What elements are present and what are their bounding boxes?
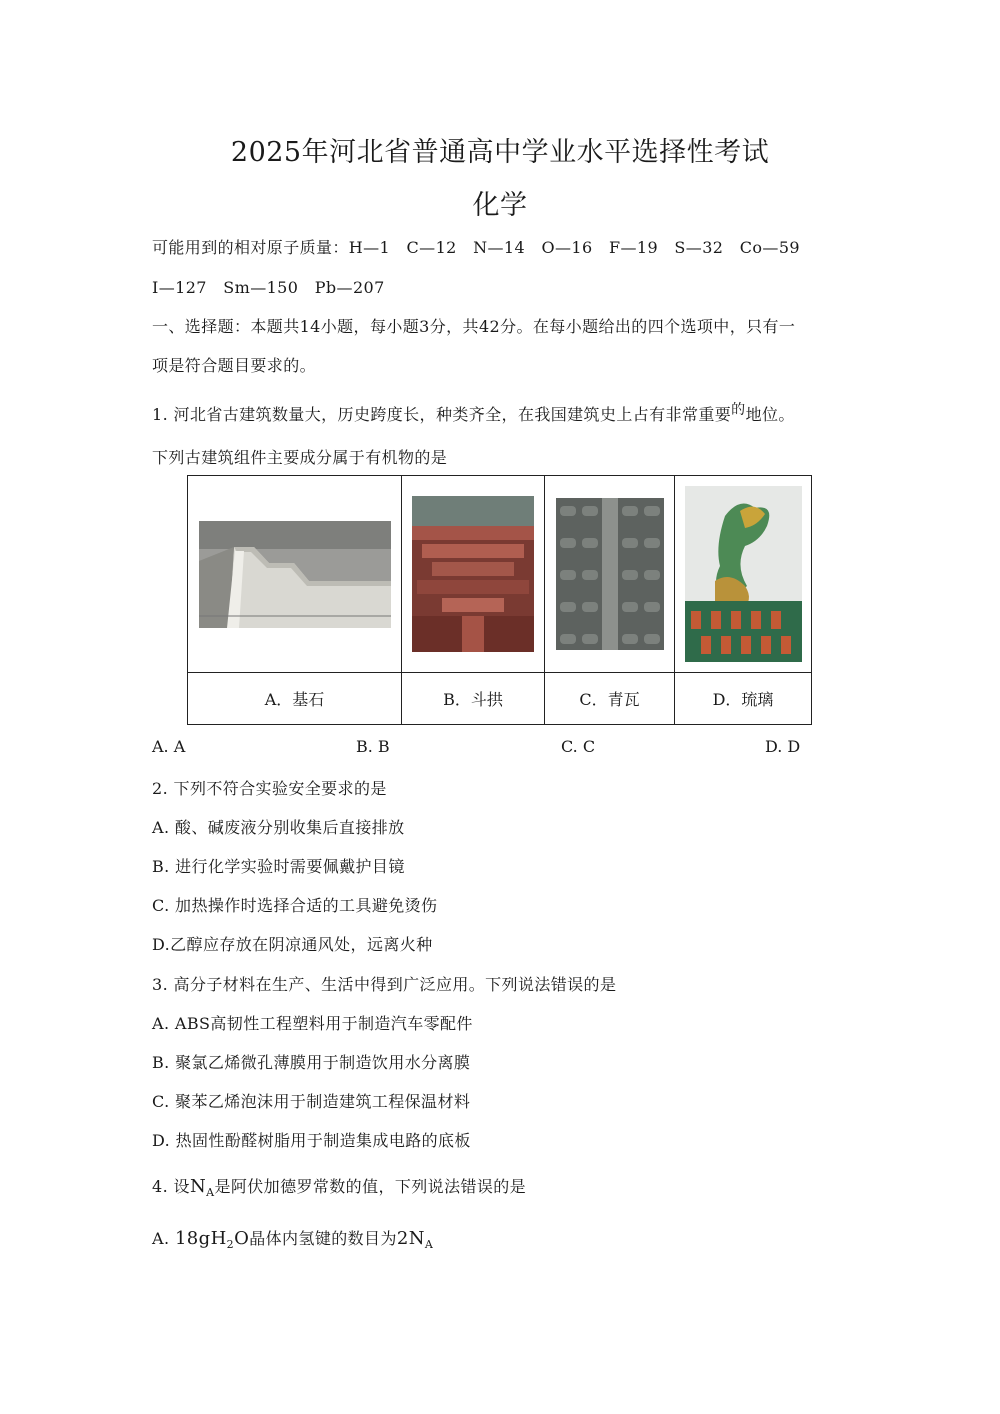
q1-image-cell-b — [402, 476, 545, 673]
q3-option-d: D. 热固性酚醛树脂用于制造集成电路的底板 — [152, 1131, 471, 1150]
q1-stem-text-b: 的 — [731, 402, 746, 418]
q1-choice-c: C. C — [561, 737, 596, 756]
q2-option-c: C. 加热操作时选择合适的工具避免烫伤 — [152, 896, 438, 915]
q4-stem-post: 是阿伏加德罗常数的值，下列说法错误的是 — [214, 1177, 527, 1196]
q2-option-d: D.乙醇应存放在阴凉通风处，远离火种 — [152, 935, 433, 954]
q4-value: 2N — [396, 1228, 425, 1249]
q2-option-a: A. 酸、碱废液分别收集后直接排放 — [152, 818, 405, 837]
caption-d: D．琉璃 — [675, 673, 812, 725]
q4-oxygen: O — [234, 1228, 250, 1249]
q2-option-b: B. 进行化学实验时需要佩戴护目镜 — [152, 857, 405, 876]
q1-choice-a: A. A — [152, 737, 186, 756]
section-instructions-line-1: 一、选择题：本题共14小题，每小题3分，共42分。在每小题给出的四个选项中，只有一 — [152, 317, 796, 336]
q4-mass: 18gH — [174, 1228, 227, 1249]
caption-b: B．斗拱 — [402, 673, 545, 725]
q3-option-a: A. ABS高韧性工程塑料用于制造汽车零配件 — [152, 1014, 473, 1033]
q3-option-c: C. 聚苯乙烯泡沫用于制造建筑工程保温材料 — [152, 1092, 471, 1111]
atomic-mass-line-1: 可能用到的相对原子质量：H—1 C—12 N—14 O—16 F—19 S—32 Co—59 — [152, 238, 800, 257]
q4-value-subscript: A — [424, 1238, 434, 1251]
q3-option-b: B. 聚氯乙烯微孔薄膜用于制造饮用水分离膜 — [152, 1053, 471, 1072]
dougong-bracket-image — [412, 496, 534, 652]
q4-h2-subscript: 2 — [226, 1238, 235, 1251]
section-instructions-line-2: 项是符合题目要求的。 — [152, 356, 317, 375]
q1-stem-line-2: 下列古建筑组件主要成分属于有机物的是 — [152, 448, 448, 467]
grey-roof-tiles-image — [556, 498, 664, 650]
q1-image-cell-c — [545, 476, 675, 673]
q4-option-a — [152, 1226, 433, 1251]
q4-option-a-text: 晶体内氢键的数目为 — [249, 1229, 397, 1248]
q1-image-cell-a — [188, 476, 402, 673]
q1-stem-line-1 — [152, 402, 795, 425]
atomic-mass-line-2: I—127 Sm—150 Pb—207 — [152, 278, 385, 297]
caption-c: C．青瓦 — [545, 673, 675, 725]
q1-choice-b: B. B — [356, 737, 390, 756]
subject-title: 化学 — [472, 190, 528, 221]
glazed-ornament-image — [685, 486, 802, 662]
na-symbol: N — [189, 1176, 207, 1197]
q3-stem: 3. 高分子材料在生产、生活中得到广泛应用。下列说法错误的是 — [152, 975, 617, 994]
stone-base-image — [199, 521, 391, 628]
q1-stem-text-a: 1. 河北省古建筑数量大，历史跨度长，种类齐全，在我国建筑史上占有非常重要 — [152, 405, 732, 424]
exam-title: 2025年河北省普通高中学业水平选择性考试 — [230, 137, 770, 168]
q1-image-cell-d — [675, 476, 812, 673]
q1-stem-text-c: 地位。 — [745, 405, 795, 424]
caption-a: A．基石 — [188, 673, 402, 725]
q4-option-a-label: A. — [152, 1229, 175, 1248]
q1-image-table — [187, 475, 812, 725]
q4-stem — [152, 1174, 526, 1199]
q2-stem: 2. 下列不符合实验安全要求的是 — [152, 779, 387, 798]
na-subscript: A — [206, 1186, 215, 1199]
q1-choice-d: D. D — [765, 737, 801, 756]
q4-stem-pre: 4. 设 — [152, 1177, 190, 1196]
